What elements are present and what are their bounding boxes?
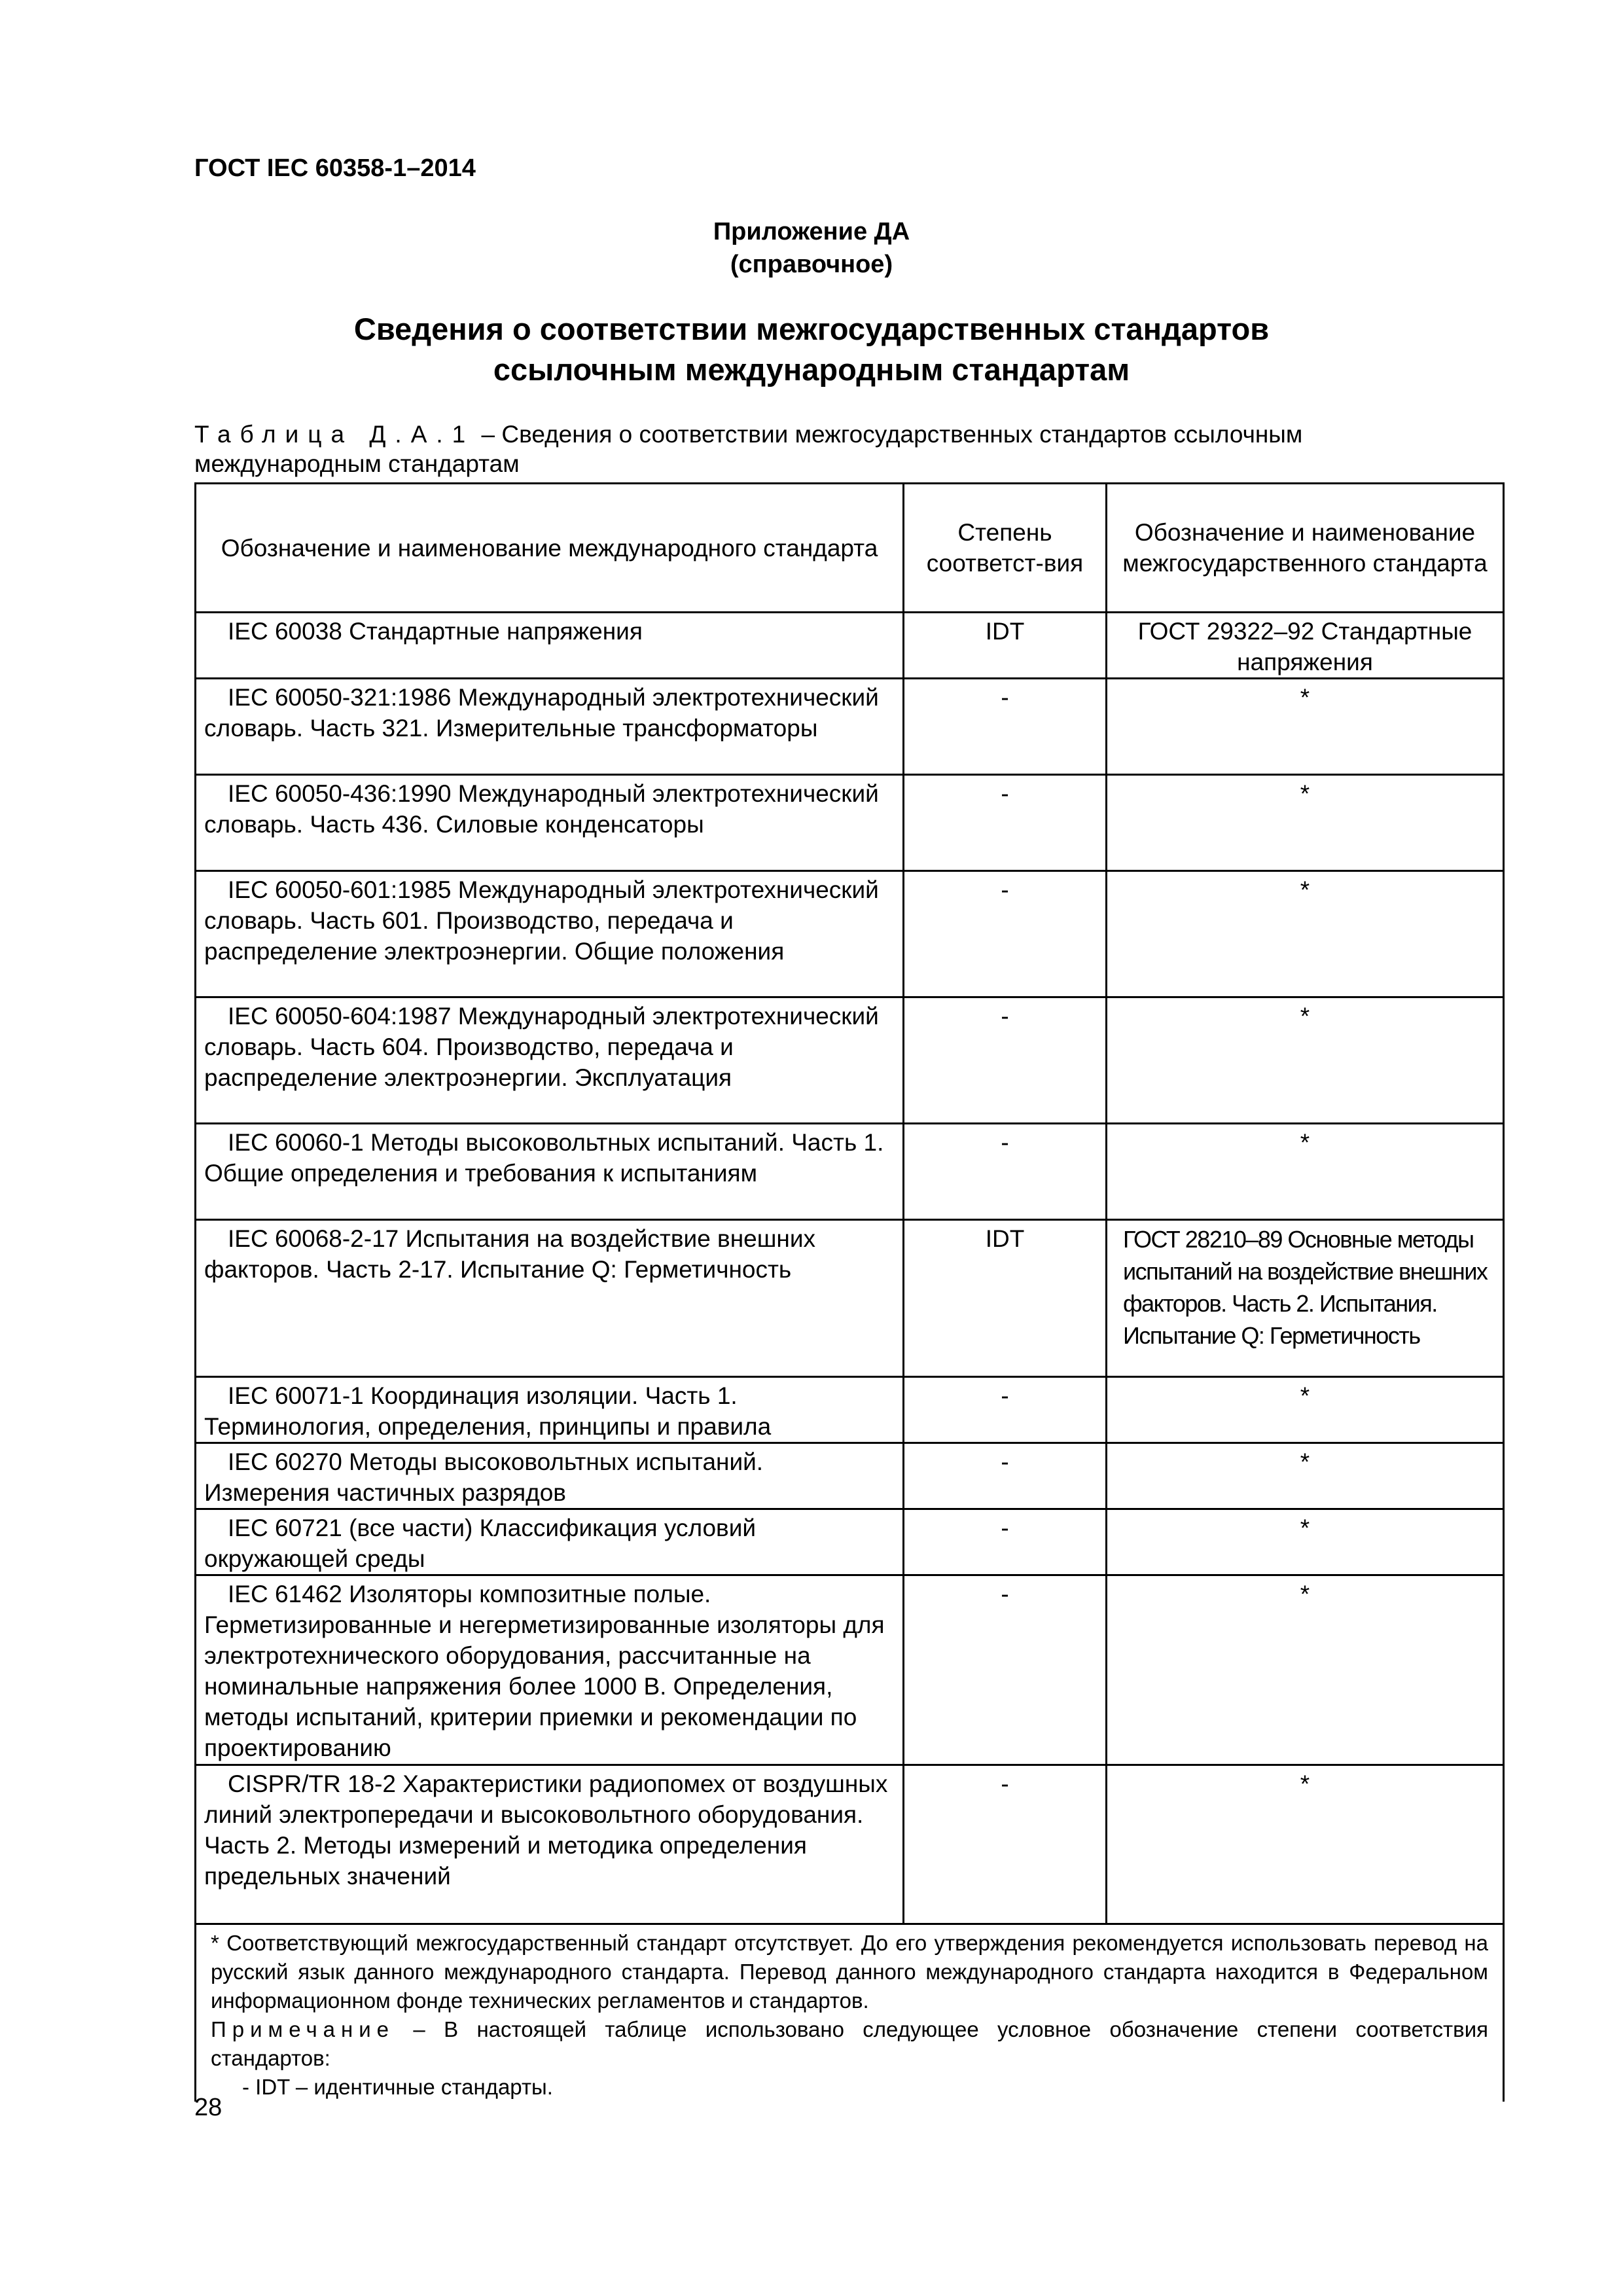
- international-standard: IEC 60038 Стандартные напряжения: [196, 613, 904, 679]
- table-caption: [194, 420, 1471, 478]
- correspondence-degree: -: [904, 871, 1107, 997]
- interstate-standard: *: [1107, 1443, 1504, 1509]
- international-standard: IEC 61462 Изоляторы композитные полые. Герметизированные и негерметизированные изоляторы для электротехнического оборудования, рассчитанные на номинальные напряжения более 1000 В. Определения, методы испытаний, критерии приемки и рекомендации по проектированию: [196, 1575, 904, 1765]
- table-row: [196, 997, 1504, 1124]
- table-row: [196, 1765, 1504, 1924]
- table-caption-label: Таблица Д.А.1: [194, 421, 475, 448]
- annex-subtitle: (справочное): [730, 251, 893, 278]
- correspondence-degree: -: [904, 1124, 1107, 1220]
- interstate-standard: *: [1107, 871, 1504, 997]
- table-row: [196, 1220, 1504, 1377]
- table-row: [196, 1509, 1504, 1575]
- international-standard: IEC 60270 Методы высоковольтных испытаний. Измерения частичных разрядов: [196, 1443, 904, 1509]
- annex-heading: [0, 309, 1623, 390]
- international-standard: IEC 60721 (все части) Классификация условий окружающей среды: [196, 1509, 904, 1575]
- correspondence-degree: -: [904, 1443, 1107, 1509]
- table-note: [211, 2015, 1488, 2073]
- table-note-text: – В настоящей таблице использовано следующее условное обозначение степени соответствия стандартов:: [211, 2017, 1488, 2070]
- interstate-standard: ГОСТ 28210–89 Основные методы испытаний на воздействие внешних факторов. Часть 2. Испытания. Испытание Q: Герметичность: [1107, 1220, 1504, 1377]
- correspondence-degree: -: [904, 775, 1107, 871]
- international-standard: IEC 60071-1 Координация изоляции. Часть 1. Терминология, определения, принципы и правила: [196, 1377, 904, 1443]
- interstate-standard: *: [1107, 997, 1504, 1124]
- table-header-row: [196, 484, 1504, 613]
- international-standard: IEC 60050-321:1986 Международный электротехнический словарь. Часть 321. Измерительные трансформаторы: [196, 679, 904, 775]
- table-note-label: Примечание: [211, 2017, 395, 2041]
- correspondence-degree: -: [904, 1509, 1107, 1575]
- international-standard: IEC 60050-604:1987 Международный электротехнический словарь. Часть 604. Производство, передача и распределение электроэнергии. Эксплуатация: [196, 997, 904, 1124]
- correspondence-degree: -: [904, 679, 1107, 775]
- interstate-standard: *: [1107, 775, 1504, 871]
- table-row: [196, 1575, 1504, 1765]
- interstate-standard: *: [1107, 679, 1504, 775]
- interstate-standard: *: [1107, 1509, 1504, 1575]
- column-header-international: Обозначение и наименование международного стандарта: [196, 484, 904, 613]
- correspondence-degree: -: [904, 997, 1107, 1124]
- interstate-standard: *: [1107, 1377, 1504, 1443]
- table-row: [196, 1377, 1504, 1443]
- column-header-interstate: Обозначение и наименование межгосударственного стандарта: [1107, 484, 1504, 613]
- table-row: [196, 613, 1504, 679]
- international-standard: IEC 60060-1 Методы высоковольтных испытаний. Часть 1. Общие определения и требования к испытаниям: [196, 1124, 904, 1220]
- table-row: [196, 775, 1504, 871]
- correspondence-degree: -: [904, 1377, 1107, 1443]
- table-row: [196, 679, 1504, 775]
- annex-title: Приложение ДА: [713, 218, 910, 245]
- international-standard: CISPR/TR 18-2 Характеристики радиопомех от воздушных линий электропередачи и высоковольтного оборудования. Часть 2. Методы измерений и методика определения предельных значений: [196, 1765, 904, 1924]
- international-standard: IEC 60068-2-17 Испытания на воздействие внешних факторов. Часть 2-17. Испытание Q: Герметичность: [196, 1220, 904, 1377]
- interstate-standard: *: [1107, 1575, 1504, 1765]
- table-row: [196, 1124, 1504, 1220]
- document-code: ГОСТ IEC 60358-1–2014: [194, 154, 476, 182]
- footnote-asterisk: * Соответствующий межгосударственный стандарт отсутствует. До его утверждения рекомендуется использовать перевод на русский язык данного международного стандарта. Перевод данного международного стандарта находится в Федеральном информационном фонде технических регламентов и стандартов.: [211, 1931, 1488, 2013]
- interstate-standard: *: [1107, 1124, 1504, 1220]
- table-caption-text: – Сведения о соответствии межгосударственных стандартов ссылочным международным стандартам: [194, 421, 1303, 477]
- annex-heading-line-2: ссылочным международным стандартам: [493, 352, 1130, 387]
- interstate-standard: ГОСТ 29322–92 Стандартные напряжения: [1107, 613, 1504, 679]
- annex-heading-line-1: Сведения о соответствии межгосударственных стандартов: [353, 312, 1270, 346]
- correspondence-degree: IDT: [904, 613, 1107, 679]
- column-header-degree: Степень соответст-вия: [904, 484, 1107, 613]
- table-row: [196, 1443, 1504, 1509]
- page-number: 28: [194, 2094, 223, 2121]
- table-footnote: [196, 1924, 1504, 2102]
- table-footnote-row: [196, 1924, 1504, 2102]
- international-standard: IEC 60050-436:1990 Международный электротехнический словарь. Часть 436. Силовые конденсаторы: [196, 775, 904, 871]
- correspondence-table: [194, 482, 1505, 2102]
- table-note-item: - IDT – идентичные стандарты.: [242, 2075, 553, 2099]
- international-standard: IEC 60050-601:1985 Международный электротехнический словарь. Часть 601. Производство, передача и распределение электроэнергии. Общие положения: [196, 871, 904, 997]
- correspondence-degree: -: [904, 1765, 1107, 1924]
- table-row: [196, 871, 1504, 997]
- interstate-standard: *: [1107, 1765, 1504, 1924]
- correspondence-degree: -: [904, 1575, 1107, 1765]
- correspondence-degree: IDT: [904, 1220, 1107, 1377]
